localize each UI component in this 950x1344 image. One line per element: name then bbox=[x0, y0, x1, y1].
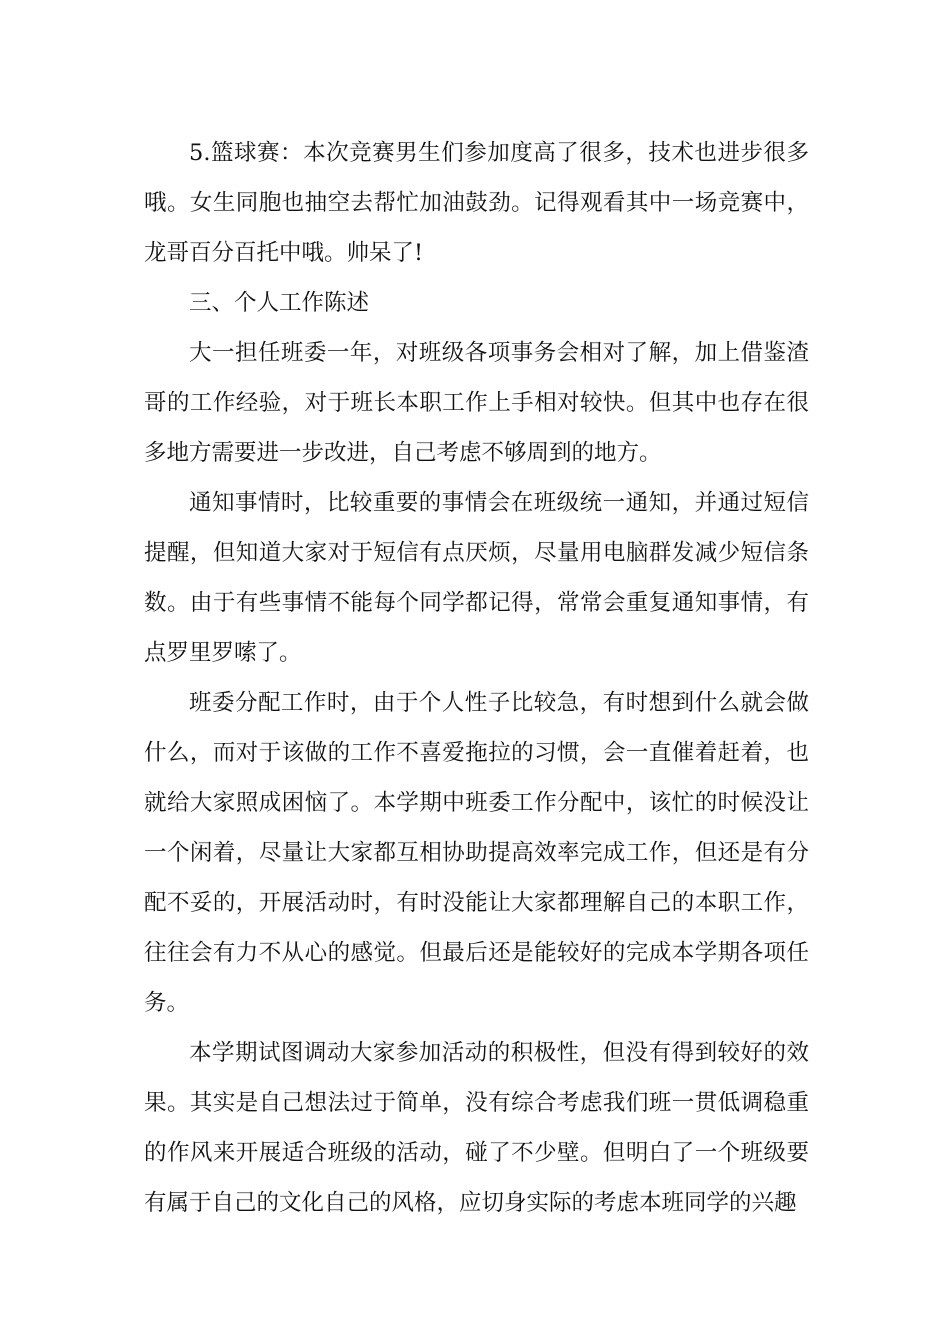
paragraph-activities: 本学期试图调动大家参加活动的积极性，但没有得到较好的效果。其实是自己想法过于简单，没有综合考虑我们班一贯低调稳重的作风来开展适合班级的活动，碰了不少壁。但明白了一个班级要有属于自己的文化自己的风格，应切身实际的考虑本班同学的兴趣 bbox=[144, 1040, 809, 1216]
paragraph-class-committee: 大一担任班委一年，对班级各项事务会相对了解，加上借鉴渣哥的工作经验，对于班长本职工作上手相对较快。但其中也存在很多地方需要进一步改进，自己考虑不够周到的地方。 bbox=[144, 340, 809, 466]
section-heading-personal-work: 三、个人工作陈述 bbox=[189, 290, 370, 316]
paragraph-work-distribution: 班委分配工作时，由于个人性子比较急，有时想到什么就会做什么，而对于该做的工作不喜爱拖拉的习惯，会一直催着赶着，也就给大家照成困恼了。本学期中班委工作分配中，该忙的时候没让一个闲着，尽量让大家都互相协助提高效率完成工作，但还是有分配不妥的，开展活动时，有时没能让大家都理解自己的本职工作，往往会有力不从心的感觉。但最后还是能较好的完成本学期各项任务。 bbox=[144, 690, 809, 1016]
paragraph-basketball: 5.篮球赛：本次竞赛男生们参加度高了很多，技术也进步很多哦。女生同胞也抽空去帮忙加油鼓劲。记得观看其中一场竞赛中，龙哥百分百托中哦。帅呆了! bbox=[144, 140, 809, 266]
paragraph-notifications: 通知事情时，比较重要的事情会在班级统一通知，并通过短信提醒，但知道大家对于短信有点厌烦，尽量用电脑群发减少短信条数。由于有些事情不能每个同学都记得，常常会重复通知事情，有点罗里罗嗦了。 bbox=[144, 490, 809, 666]
document-body bbox=[144, 128, 809, 1228]
